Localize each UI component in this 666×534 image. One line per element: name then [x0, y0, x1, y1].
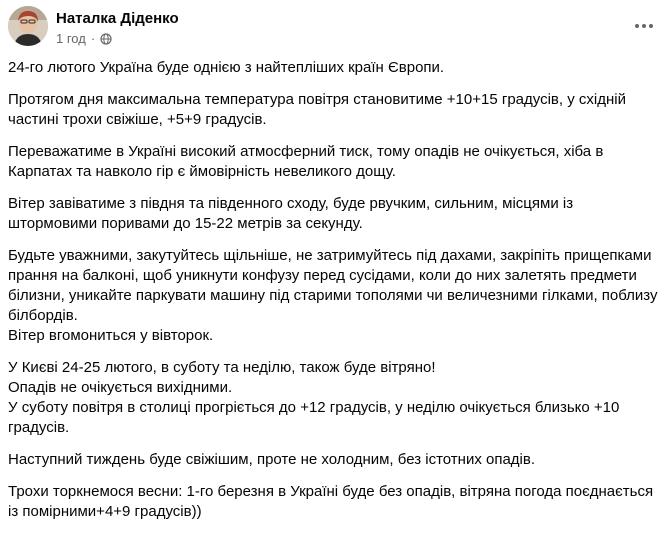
- post-text-line: Переважатиме в Україні високий атмосферний тиск, тому опадів не очікується, хіба в Карпатах та навколо гір є ймовірність невеликого дощу.: [8, 143, 604, 180]
- post-paragraph: [8, 142, 660, 182]
- avatar-image: [8, 6, 48, 46]
- post-paragraph: [8, 450, 660, 470]
- post-paragraph: [8, 90, 660, 130]
- post-paragraph: [8, 482, 660, 522]
- author-name[interactable]: Наталка Діденко: [56, 10, 179, 27]
- post-text-line: Протягом дня максимальна температура повітря становитиме +10+15 градусів, у східній частині трохи свіжіше, +5+9 градусів.: [8, 91, 626, 128]
- avatar[interactable]: [8, 6, 48, 46]
- meta-separator: ·: [90, 31, 96, 46]
- more-options-button[interactable]: [630, 14, 658, 38]
- post-text-line: Вітер вгомониться у вівторок.: [8, 327, 214, 344]
- globe-icon: [100, 33, 112, 45]
- post-paragraph: [8, 358, 660, 438]
- post-text-line: Трохи торкнемося весни: 1-го березня в Україні буде без опадів, вітряна погода поєднається із помірними+4+9 градусів)): [8, 483, 654, 520]
- post-text-line: 24-го лютого Україна буде однією з найтепліших країн Європи.: [8, 59, 445, 76]
- post-header: [8, 6, 658, 50]
- post-text-line: У Києві 24-25 лютого, в суботу та неділю, також буде вітряно!: [8, 359, 436, 376]
- post-paragraph: [8, 58, 660, 78]
- post-body: [8, 58, 660, 534]
- post-meta: [56, 31, 112, 47]
- post-time[interactable]: 1 год: [56, 31, 86, 46]
- post-paragraph: [8, 194, 660, 234]
- post-text-line: Вітер завіватиме з півдня та південного сходу, буде рвучким, сильним, місцями із штормовими поривами до 15-22 метрів за секунду.: [8, 195, 574, 232]
- post-text-line: Будьте уважними, закутуйтесь щільніше, не затримуйтесь під дахами, закріпіть прищепками прання на балконі, щоб уникнути конфузу перед сусідами, коли до них залетять предмети білизни, уникайте паркувати машину під старими тополями чи величезними гілками, поблизу білбордів.: [8, 247, 658, 324]
- more-horizontal-icon: [634, 23, 654, 29]
- post-text-line: У суботу повітря в столиці прогріється до +12 градусів, у неділю очікується близько +10 градусів.: [8, 399, 620, 436]
- post-text-line: Опадів не очікується вихідними.: [8, 379, 233, 396]
- post-paragraph: [8, 246, 660, 346]
- post-text-line: Наступний тиждень буде свіжішим, проте не холодним, без істотних опадів.: [8, 451, 536, 468]
